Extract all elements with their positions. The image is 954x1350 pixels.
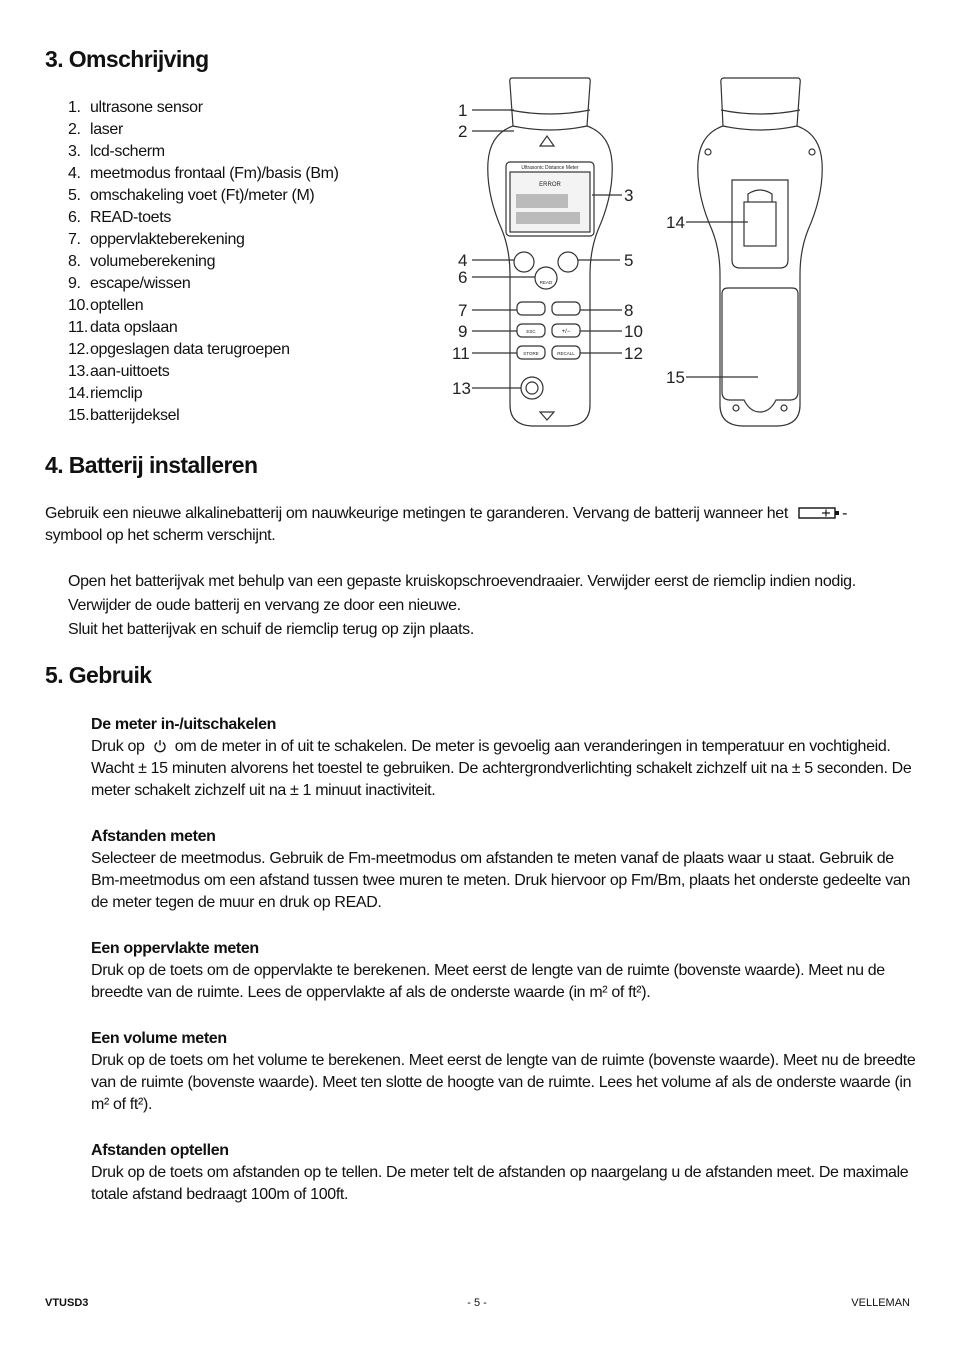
battery-step: Open het batterijvak met behulp van een gepaste kruiskopschroevendraaier. Verwijder eerst de riemclip indien nodig. (68, 573, 856, 590)
device-diagram (440, 70, 840, 435)
list-item: 7. oppervlakteberekening (68, 231, 245, 248)
list-item: 15.batterijdeksel (68, 407, 180, 424)
usage-area (91, 938, 916, 1004)
battery-steps (68, 570, 928, 642)
ft-m-button (558, 252, 578, 272)
callout-12: 12 (624, 344, 643, 363)
subheading: Afstanden meten (91, 828, 216, 845)
callout-13: 13 (452, 379, 471, 398)
battery-cover (722, 288, 798, 412)
read-button-label: READ (539, 280, 553, 285)
battery-intro: Gebruik een nieuwe alkalinebatterij om nauwkeurige metingen te garanderen. Vervang de batterij wanneer het - symbool op het scherm verschijnt. (45, 505, 848, 544)
callout-7: 7 (458, 301, 468, 320)
recall-button-label: RECALL (557, 351, 575, 356)
callout-3: 3 (624, 186, 634, 205)
plus-button-label: +/− (561, 329, 571, 335)
sensor-cap (513, 126, 587, 130)
area-button (517, 302, 545, 315)
battery-step: Sluit het batterijvak en schuif de riemclip terug op zijn plaats. (68, 621, 474, 638)
subheading: Een oppervlakte meten (91, 940, 259, 957)
belt-clip (732, 180, 788, 268)
callout-9: 9 (458, 322, 468, 341)
callout-15: 15 (666, 368, 685, 387)
callout-11: 11 (452, 344, 470, 363)
lcd-error-label: ERROR (539, 182, 561, 188)
battery-step: Verwijder de oude batterij en vervang ze door een nieuwe. (68, 597, 461, 614)
usage-add (91, 1140, 916, 1206)
list-item: 13.aan-uittoets (68, 363, 170, 380)
fm-bm-button (514, 252, 534, 272)
list-item: 12.opgeslagen data terugroepen (68, 341, 290, 358)
list-item: 5. omschakeling voet (Ft)/meter (M) (68, 187, 315, 204)
callout-10: 10 (624, 322, 643, 341)
callout-1: 1 (458, 101, 468, 120)
list-item: 2. laser (68, 121, 123, 138)
callout-2: 2 (458, 122, 468, 141)
footer-model: VTUSD3 (45, 1297, 89, 1309)
callout-14: 14 (666, 213, 685, 232)
list-item: 14.riemclip (68, 385, 143, 402)
lcd-header: Ultrasonic Distance Meter (521, 165, 579, 171)
callout-8: 8 (624, 301, 634, 320)
list-item: 4. meetmodus frontaal (Fm)/basis (Bm) (68, 165, 339, 182)
paragraph: Druk op de toets om de oppervlakte te berekenen. Meet eerst de lengte van de ruimte (bovenste waarde). Meet nu de breedte van de ruimte. Lees de oppervlakte af als de onderste waarde (in m² of ft²). (91, 962, 885, 1001)
footer-page-number: - 5 - (467, 1297, 487, 1309)
usage-distance (91, 826, 916, 914)
paragraph: Druk op om de meter in of uit te schakelen. De meter is gevoelig aan veranderingen in temperatuur en vochtigheid. Wacht ± 15 minuten alvorens het toestel te gebruiken. De achtergrondverlichting schakelt zichzelf uit na ± 5 seconden. De meter schakelt zichzelf uit na ± 1 minuut inactiviteit. (91, 738, 912, 799)
callout-6: 6 (458, 268, 468, 287)
paragraph: Druk op de toets om het volume te berekenen. Meet eerst de lengte van de ruimte (bovenste waarde). Meet nu de breedte van de ruimte (bovenste waarde). Meet ten slotte de hoogte van de ruimte. Lees het volume af als de onderste waarde (in m² of ft²). (91, 1052, 916, 1113)
list-item: 6. READ-toets (68, 209, 171, 226)
subheading: Een volume meten (91, 1030, 227, 1047)
list-item: 11. data opslaan (68, 319, 178, 336)
usage-onoff (91, 714, 916, 802)
store-button-label: STORE (523, 351, 539, 356)
paragraph: Selecteer de meetmodus. Gebruik de Fm-meetmodus om afstanden te meten vanaf de plaats waar u staat. Gebruik de Bm-meetmodus om een afstand tussen twee muren te meten. Druk hiervoor op Fm/Bm, plaats het onderste gedeelte van de meter tegen de muur en druk op READ. (91, 850, 911, 911)
power-button (521, 377, 543, 399)
subheading: Afstanden optellen (91, 1142, 229, 1159)
power-icon (153, 739, 167, 753)
battery-low-icon (798, 506, 842, 520)
section-title-batterij: 4. Batterij installeren (45, 452, 258, 478)
list-item: 1. ultrasone sensor (68, 99, 203, 116)
volume-button (552, 302, 580, 315)
callout-4: 4 (458, 251, 468, 270)
usage-volume (91, 1028, 916, 1116)
footer-brand: VELLEMAN (851, 1297, 910, 1309)
parts-list (68, 97, 339, 427)
read-button (535, 267, 557, 289)
esc-button-label: ESC (526, 329, 536, 334)
list-item: 3. lcd-scherm (68, 143, 165, 160)
list-item: 9. escape/wissen (68, 275, 191, 292)
list-item: 8. volumeberekening (68, 253, 216, 270)
subheading: De meter in-/uitschakelen (91, 716, 277, 733)
section-title-omschrijving: 3. Omschrijving (45, 46, 209, 72)
list-item: 10.optellen (68, 297, 144, 314)
callout-5: 5 (624, 251, 634, 270)
paragraph: Druk op de toets om afstanden op te tellen. De meter telt de afstanden op naargelang u de afstanden meet. De maximale totale afstand bedraagt 100m of 100ft. (91, 1164, 909, 1203)
section-title-gebruik: 5. Gebruik (45, 662, 152, 688)
